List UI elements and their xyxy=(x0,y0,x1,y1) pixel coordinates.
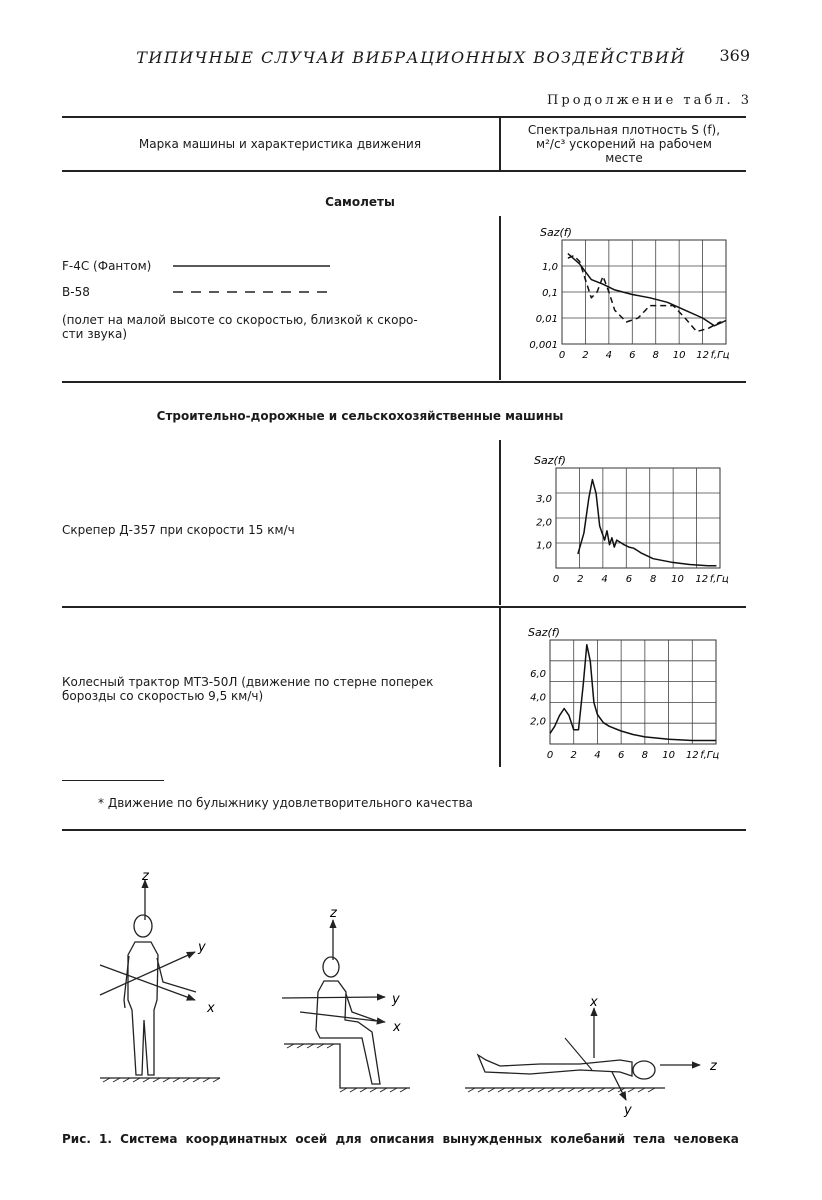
chart-xtick-label: 10 xyxy=(671,574,684,585)
chart-ytick-label: 6,0 xyxy=(530,669,546,681)
chart-xtick-label: 2 xyxy=(570,750,577,761)
chart-xlabel: f,Гц xyxy=(700,750,720,761)
table-header-rule xyxy=(62,170,746,172)
seat xyxy=(284,1044,410,1088)
chart-ytick-label: 0,1 xyxy=(542,288,558,299)
chart-xtick-label: 4 xyxy=(601,574,608,585)
chart-ytick-label: 2,0 xyxy=(536,517,552,529)
chart-xtick-label: 0 xyxy=(558,350,566,361)
lying-y-label: y xyxy=(624,1103,632,1118)
chart-xtick-label: 10 xyxy=(662,750,675,761)
chart-xtick-label: 0 xyxy=(546,750,554,761)
chart-xtick-label: 8 xyxy=(652,350,659,361)
standing-y-label: y xyxy=(198,940,206,955)
chart-ytick-label: 3,0 xyxy=(536,494,552,506)
chart-xtick-label: 6 xyxy=(617,750,625,761)
lying-pointer xyxy=(565,1038,592,1070)
footnote: * Движение по булыжнику удовлетворительного качества xyxy=(98,796,473,810)
chart-tractor xyxy=(520,626,740,766)
table-continuation: Продолжение табл. 3 xyxy=(547,93,752,108)
chart-xtick-label: 6 xyxy=(629,350,636,361)
chart-ytick-label: 2,0 xyxy=(530,716,546,728)
legend-label-b58: B-58 xyxy=(62,285,90,299)
scraper-label: Скрепер Д-357 при скорости 15 км/ч xyxy=(62,523,295,537)
chart-ylabel: Saz(f) xyxy=(528,626,560,639)
column-header-machine: Марка машины и характеристика движения xyxy=(138,137,422,151)
standing-y-axis xyxy=(100,952,195,995)
airplanes-description-line-1: (полет на малой высоте со скоростью, близкой к скоро- xyxy=(62,313,418,327)
seated-x-axis xyxy=(300,1012,385,1022)
chart-xtick-label: 6 xyxy=(625,574,633,585)
rule-after-airplanes xyxy=(62,381,746,383)
legend-lines xyxy=(170,258,335,298)
airplanes-description-line-2: сти звука) xyxy=(62,327,128,341)
seated-y-label: y xyxy=(392,992,400,1007)
row-divider-scraper xyxy=(499,440,501,605)
footnote-rule xyxy=(62,780,164,781)
chart-ylabel: Saz(f) xyxy=(540,226,572,239)
standing-z-label: z xyxy=(142,869,149,884)
rule-before-figure xyxy=(62,829,746,831)
seated-person xyxy=(284,957,410,1092)
chart-xtick-label: 4 xyxy=(594,750,601,761)
chart-series-line-0 xyxy=(578,480,717,566)
tractor-label-line-1: Колесный трактор МТЗ-50Л (движение по стерне поперек xyxy=(62,675,434,689)
chart-ytick-label: 0,01 xyxy=(535,314,558,325)
figure-coordinate-axes xyxy=(0,860,822,1120)
chart-frame xyxy=(550,640,716,744)
airplanes-description xyxy=(62,313,492,341)
column-header-spectral xyxy=(502,123,746,165)
chart-xtick-label: 2 xyxy=(577,574,584,585)
chart-ytick-label: 4,0 xyxy=(530,692,546,704)
tractor-label xyxy=(62,675,492,703)
chart-scraper xyxy=(520,448,740,588)
table-header-divider xyxy=(499,116,501,171)
seated-y-axis xyxy=(282,997,385,998)
chart-series-line-0 xyxy=(550,645,716,741)
chart-xtick-label: 12 xyxy=(695,574,709,585)
legend-label-f4c: F-4C (Фантом) xyxy=(62,259,152,273)
chart-xtick-label: 8 xyxy=(649,574,657,585)
chart-ylabel: Saz(f) xyxy=(534,454,566,467)
chart-xtick-label: 0 xyxy=(552,574,560,585)
column-header-spectral-line-1: Спектральная плотность S (f), xyxy=(527,123,721,137)
chart-xlabel: f,Гц xyxy=(709,574,729,585)
running-header: ТИПИЧНЫЕ СЛУЧАИ ВИБРАЦИОННЫХ ВОЗДЕЙСТВИЙ xyxy=(136,48,686,67)
lying-person xyxy=(465,1055,665,1092)
page-number: 369 xyxy=(719,46,750,65)
seated-x-label: x xyxy=(393,1020,401,1035)
section-title-construction: Строительно-дорожные и сельскохозяйственные машины xyxy=(156,409,564,423)
chart-airplanes xyxy=(520,224,740,364)
chart-xtick-label: 8 xyxy=(641,750,649,761)
table-top-rule xyxy=(62,116,746,118)
tractor-label-line-2: борозды со скоростью 9,5 км/ч) xyxy=(62,689,264,703)
chart-xtick-label: 2 xyxy=(582,350,589,361)
lying-x-label: x xyxy=(590,995,598,1010)
figure-caption: Рис. 1. Система координатных осей для описания вынужденных колебаний тела человека xyxy=(62,1132,739,1146)
section-title-airplanes: Самолеты xyxy=(325,195,395,209)
chart-xtick-label: 12 xyxy=(685,750,699,761)
lying-y-axis xyxy=(612,1072,626,1100)
row-divider-tractor xyxy=(499,607,501,767)
chart-xtick-label: 12 xyxy=(696,350,709,361)
standing-x-axis xyxy=(100,965,195,1000)
rule-after-scraper xyxy=(62,606,746,608)
chart-xtick-label: 4 xyxy=(605,350,613,361)
row-divider-airplanes xyxy=(499,216,501,380)
seated-z-label: z xyxy=(330,906,337,921)
chart-ytick-label: 1,0 xyxy=(536,540,552,552)
standing-x-label: x xyxy=(207,1001,215,1016)
chart-ytick-label: 1,0 xyxy=(542,262,558,273)
lying-z-label: z xyxy=(710,1059,717,1074)
column-header-spectral-line-3: месте xyxy=(605,151,643,165)
chart-ytick-label: 0,001 xyxy=(529,340,558,351)
column-header-spectral-line-2: м²/с³ ускорений на рабочем xyxy=(536,137,712,151)
chart-xtick-label: 10 xyxy=(672,350,686,361)
chart-xlabel: f,Гц xyxy=(710,350,730,361)
